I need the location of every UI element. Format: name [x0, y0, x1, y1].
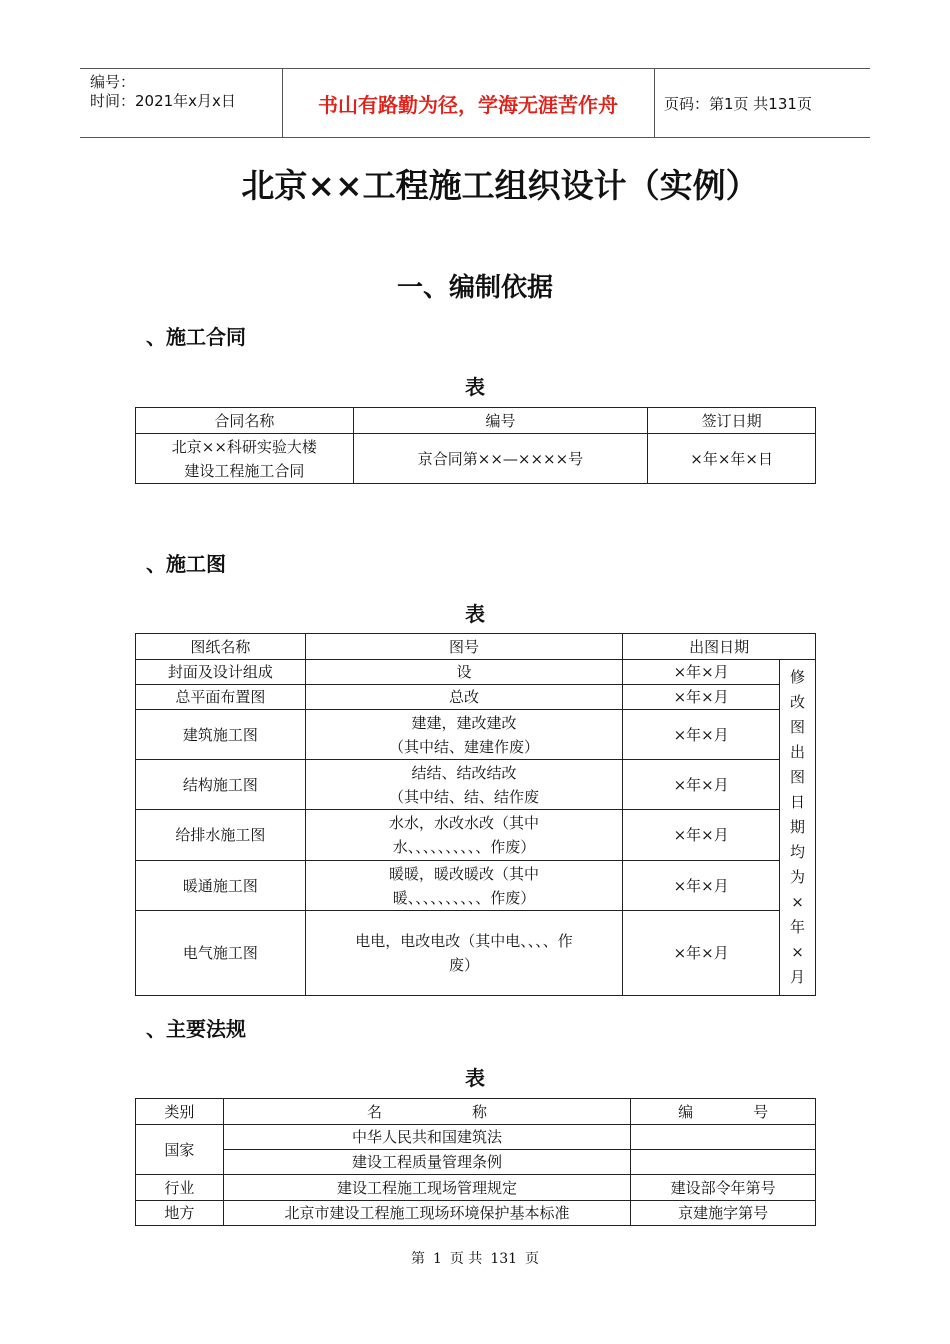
table-row — [136, 911, 816, 996]
table-row — [136, 685, 816, 710]
header-meta — [80, 69, 283, 137]
drawing-date-cell: ×年×月 — [623, 710, 780, 760]
time-label: 时间：2021年x月x日 — [90, 92, 236, 110]
drawing-date-cell: ×年×月 — [623, 685, 780, 710]
footer-total-pages: 131 — [490, 1251, 518, 1267]
drawing-code-line: （其中结、建建作废） — [388, 737, 539, 756]
header-cell: 签订日期 — [648, 408, 816, 434]
note-char: 为 — [790, 868, 806, 886]
header-cell: 类别 — [136, 1099, 224, 1125]
contract-number-cell: 京合同第××—××××号 — [353, 434, 648, 484]
drawing-code-cell — [305, 911, 623, 996]
drawing-code-line: 废） — [448, 956, 479, 974]
subsection-regulations-heading: 、主要法规 — [146, 1017, 246, 1041]
contract-name-line: 建设工程施工合同 — [184, 461, 305, 480]
drawing-code-cell — [305, 660, 623, 685]
drawing-code-cell — [305, 861, 623, 911]
regulation-name-cell: 北京市建设工程施工现场环境保护基本标准 — [223, 1201, 630, 1226]
table-row — [136, 1175, 816, 1201]
drawing-code-line: （其中结、结、结作废 — [388, 787, 539, 806]
header-cell: 编号 — [353, 408, 648, 434]
header-cell: 名 称 — [223, 1099, 630, 1125]
drawing-code-line: 水、、、、、、、、、、作废） — [392, 838, 536, 856]
contract-name-line: 北京××科研实验大楼 — [171, 437, 317, 456]
regulation-name-cell: 建设工程质量管理条例 — [223, 1150, 630, 1175]
drawing-code-line: 暖暖，暖改暖改（其中 — [388, 864, 539, 883]
note-char: × — [791, 943, 804, 961]
regulation-code-cell — [631, 1125, 816, 1150]
table-row — [136, 861, 816, 911]
note-char: 图 — [790, 768, 806, 786]
serial-label: 编号： — [90, 73, 136, 91]
table-row — [136, 1150, 816, 1175]
section-title: 一、编制依据 — [396, 273, 553, 303]
drawing-code-cell — [305, 710, 623, 760]
note-char: 改 — [790, 693, 806, 711]
note-char: 出 — [790, 743, 806, 761]
regulation-name-cell: 建设工程施工现场管理规定 — [223, 1175, 630, 1201]
drawing-date-cell: ×年×月 — [623, 660, 780, 685]
page-footer — [0, 1248, 950, 1268]
note-char: 图 — [790, 718, 806, 736]
header-cell: 编 号 — [631, 1099, 816, 1125]
drawing-name-cell: 结构施工图 — [136, 760, 306, 810]
note-char: 日 — [790, 793, 806, 811]
regulations-table — [135, 1098, 816, 1226]
drawing-code-line: 电电，电改电改（其中电、、、、作 — [355, 932, 573, 950]
drawing-name-cell: 电气施工图 — [136, 911, 306, 996]
header-page-info: 页码：第1页 共131页 — [664, 94, 812, 113]
drawing-code-line: 暖、、、、、、、、、、作废） — [392, 888, 536, 907]
regulation-category-cell: 地方 — [136, 1201, 224, 1226]
regulation-name-cell: 中华人民共和国建筑法 — [223, 1125, 630, 1150]
document-title-text: 北京××工程施工组织设计（实例） — [241, 166, 759, 205]
drawing-code-cell — [305, 810, 623, 861]
regulation-code-cell — [631, 1150, 816, 1175]
note-char: 月 — [790, 968, 806, 986]
note-char: × — [791, 893, 804, 911]
note-char: 修 — [790, 668, 806, 686]
document-title — [0, 160, 950, 207]
drawing-name-cell: 给排水施工图 — [136, 810, 306, 861]
regulations-table-caption: 表 — [465, 1066, 485, 1090]
drawing-code-line: 水水，水改水改（其中 — [388, 814, 539, 832]
drawing-code-line: 设 — [456, 663, 472, 681]
footer-page-number: 1 — [432, 1251, 442, 1267]
table-row — [136, 434, 816, 484]
subsection-contract-heading: 、施工合同 — [146, 325, 246, 349]
regulation-code-cell: 建设部令年第号 — [631, 1175, 816, 1201]
drawings-table — [135, 633, 816, 996]
drawing-date-cell: ×年×月 — [623, 861, 780, 911]
header-cell: 出图日期 — [623, 634, 816, 660]
table-header-row — [136, 1099, 816, 1125]
drawing-name-cell: 总平面布置图 — [136, 685, 306, 710]
revision-note-cell — [780, 660, 816, 996]
table-row — [136, 1125, 816, 1150]
drawing-date-cell: ×年×月 — [623, 760, 780, 810]
header-motto: 书山有路勤为径，学海无涯苦作舟 — [282, 69, 655, 137]
table-row — [136, 810, 816, 861]
header-cell: 图纸名称 — [136, 634, 306, 660]
regulation-code-cell: 京建施字第号 — [631, 1201, 816, 1226]
regulation-category-cell: 行业 — [136, 1175, 224, 1201]
subsection-drawings-heading: 、施工图 — [146, 552, 226, 576]
header-cell: 合同名称 — [136, 408, 354, 434]
drawings-table-caption: 表 — [465, 602, 485, 626]
drawing-code-line: 建建，建改建改 — [411, 713, 517, 732]
drawing-name-cell: 封面及设计组成 — [136, 660, 306, 685]
contract-table — [135, 407, 816, 484]
drawing-name-cell: 建筑施工图 — [136, 710, 306, 760]
contract-date-cell: ×年×年×日 — [648, 434, 816, 484]
contract-name-cell — [136, 434, 354, 484]
footer-mid: 页 共 — [449, 1251, 483, 1267]
drawing-code-line: 结结、结改结改 — [411, 763, 517, 782]
regulation-category-cell: 国家 — [136, 1125, 224, 1175]
drawing-code-line: 总改 — [448, 688, 479, 706]
footer-prefix: 第 — [410, 1251, 425, 1267]
table-row — [136, 1201, 816, 1226]
table-row — [136, 710, 816, 760]
contract-table-caption: 表 — [465, 375, 485, 399]
table-header-row — [136, 408, 816, 434]
page-header — [80, 68, 870, 138]
drawing-code-cell — [305, 685, 623, 710]
table-row — [136, 760, 816, 810]
header-cell: 图号 — [305, 634, 623, 660]
drawing-date-cell: ×年×月 — [623, 810, 780, 861]
footer-suffix: 页 — [525, 1251, 540, 1267]
note-char: 年 — [790, 918, 806, 936]
note-char: 期 — [790, 818, 806, 836]
drawing-code-cell — [305, 760, 623, 810]
note-char: 均 — [790, 843, 806, 861]
drawing-name-cell: 暖通施工图 — [136, 861, 306, 911]
table-header-row — [136, 634, 816, 660]
drawing-date-cell: ×年×月 — [623, 911, 780, 996]
table-row — [136, 660, 816, 685]
